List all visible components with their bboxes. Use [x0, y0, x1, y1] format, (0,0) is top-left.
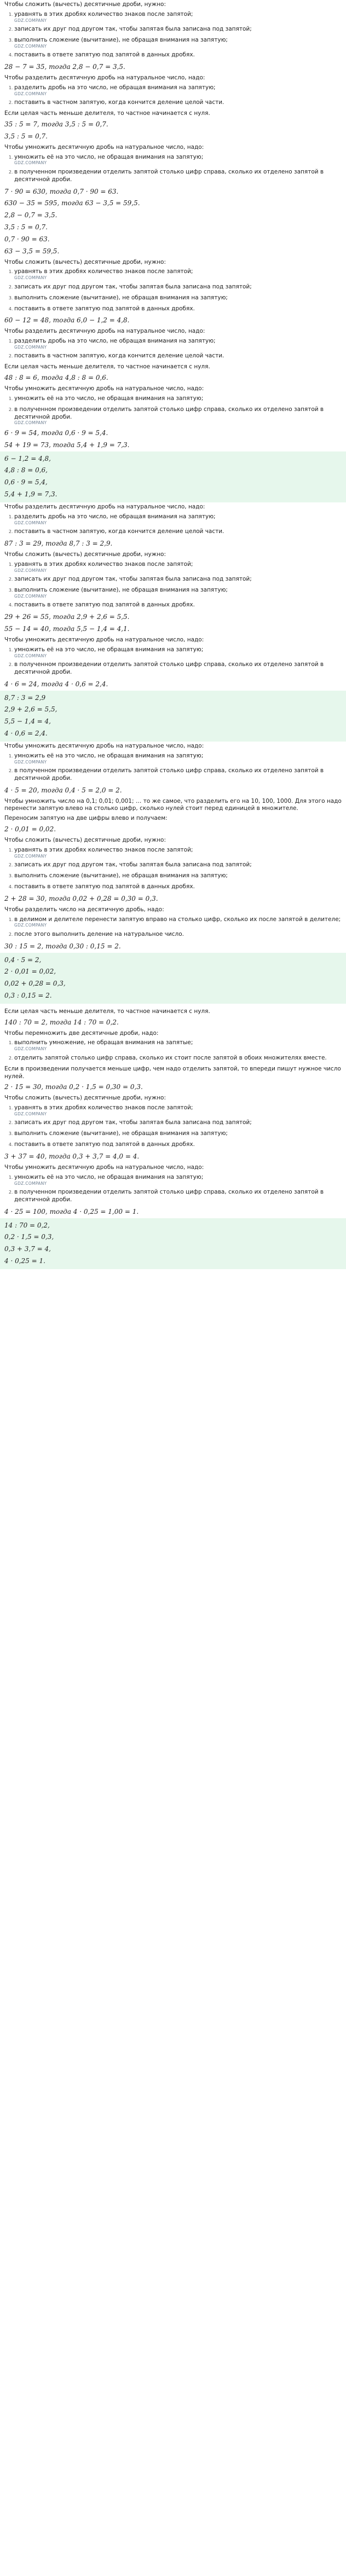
math-line: 3,5 : 5 = 0,7.: [4, 132, 48, 140]
math-line: 0,4 · 5 = 2,: [4, 956, 42, 964]
text-line: Чтобы умножить число на 0,1; 0,01; 0,001; … то же самое, что разделить его на 10, 100, 1000. Для этого надо перенести запятую влево на столько цифр, сколько нулей стоит перед единицей в множителе.: [4, 797, 342, 812]
watermark-text: GDZ.COMPANY: [14, 344, 47, 350]
math-line: 6 − 1,2 = 4,8,: [4, 454, 51, 462]
step-item: 4. поставить в ответе запятую под запятой в данных дробях.: [14, 1140, 342, 1151]
math-line: 5,5 − 1,4 = 4,: [4, 717, 51, 726]
step-item: 2. отделить запятой столько цифр справа, сколько их стоит после запятой в обоих множителях вместе.: [14, 1053, 342, 1064]
steps-list: [4, 1103, 342, 1151]
step-item: 3. выполнить сложение (вычитание), не обращая внимания на запятую;: [14, 1129, 342, 1140]
math-line: 2 · 0,01 = 0,02.: [4, 825, 56, 833]
math-line: 140 : 70 = 2, тогда 14 : 70 = 0,2.: [4, 1018, 119, 1026]
text-line: Чтобы умножить десятичную дробь на натуральное число, надо:: [4, 742, 204, 749]
watermark-text: GDZ.COMPANY: [14, 160, 47, 166]
watermark-text: GDZ.COMPANY: [14, 653, 47, 658]
step-item: 2. в полученном произведении отделить запятой столько цифр справа, сколько их отделено запятой в десятичной дроби.: [14, 167, 342, 186]
steps-list: [4, 337, 342, 362]
math-line: 0,02 + 0,28 = 0,3,: [4, 980, 66, 988]
math-line: 2,9 + 2,6 = 5,5,: [4, 705, 57, 714]
step-item: 4. поставить в ответе запятую под запятой в данных дробях.: [14, 600, 342, 611]
answer-block: [0, 1218, 346, 1269]
step-item: 2. записать их друг под другом так, чтобы запятая была записана под запятой;: [14, 282, 342, 293]
step-item: 2. в полученном произведении отделить запятой столько цифр справа, сколько их отделено запятой в десятичной дроби.: [14, 766, 342, 785]
text-line: Чтобы разделить десятичную дробь на натуральное число, надо:: [4, 328, 205, 335]
text-line: Если целая часть меньше делителя, то частное начинается с нуля.: [4, 110, 210, 117]
step-item: 1. умножить её на это число, не обращая внимания на запятую; GDZ.COMPANY: [14, 751, 342, 766]
math-line: 28 − 7 = 35, тогда 2,8 − 0,7 = 3,5.: [4, 63, 125, 71]
math-line: 5,4 + 1,9 = 7,3.: [4, 490, 57, 499]
math-line: 4 · 25 = 100, тогда 4 · 0,25 = 1,00 = 1.: [4, 1207, 139, 1215]
steps-list: [4, 645, 342, 679]
watermark-text: GDZ.COMPANY: [14, 43, 47, 49]
math-line: 4 · 0,6 = 2,4.: [4, 730, 48, 738]
watermark-text: GDZ.COMPANY: [14, 420, 47, 426]
text-line: Чтобы разделить десятичную дробь на натуральное число, надо:: [4, 503, 205, 510]
text-line: Чтобы умножить десятичную дробь на натуральное число, надо:: [4, 1163, 204, 1171]
math-line: 60 − 12 = 48, тогда 6,0 − 1,2 = 4,8.: [4, 316, 130, 325]
text-line: Чтобы умножить десятичную дробь на натуральное число, надо:: [4, 385, 204, 392]
step-item: 3. выполнить сложение (вычитание), не обращая внимания на запятую; GDZ.COMPANY: [14, 586, 342, 600]
step-item: 4. поставить в ответе запятую под запятой в данных дробях.: [14, 882, 342, 893]
math-line: 87 : 3 = 29, тогда 8,7 : 3 = 2,9.: [4, 540, 113, 547]
math-line: 0,3 : 0,15 = 2.: [4, 992, 52, 1000]
step-item: 1. разделить дробь на это число, не обращая внимания на запятую; GDZ.COMPANY: [14, 337, 342, 351]
step-item: 1. уравнять в этих дробях количество знаков после запятой; GDZ.COMPANY: [14, 846, 342, 860]
steps-list: [4, 394, 342, 427]
step-item: 1. выполнить умножение, не обращая внимания на запятые; GDZ.COMPANY: [14, 1038, 342, 1053]
text-line: Если в произведении получается меньше цифр, чем надо отделить запятой, то впереди пишут нужное число нулей.: [4, 1065, 341, 1080]
math-line: 30 : 15 = 2, тогда 0,30 : 0,15 = 2.: [4, 942, 121, 950]
step-item: 1. разделить дробь на это число, не обращая внимания на запятую; GDZ.COMPANY: [14, 512, 342, 527]
math-line: 630 − 35 = 595, тогда 63 − 3,5 = 59,5.: [4, 199, 140, 207]
watermark-text: GDZ.COMPANY: [14, 1180, 47, 1186]
text-line: Чтобы умножить десятичную дробь на натуральное число, надо:: [4, 143, 204, 150]
step-item: 2. после этого выполнить деление на натуральное число.: [14, 930, 342, 941]
text-line: Чтобы разделить десятичную дробь на натуральное число, надо:: [4, 74, 205, 82]
watermark-text: GDZ.COMPANY: [14, 568, 47, 573]
solution-page: [0, 0, 346, 1269]
steps-list: [4, 83, 342, 109]
text-line: Чтобы умножить десятичную дробь на натуральное число, надо:: [4, 636, 204, 643]
math-line: 3,5 : 5 = 0,7.: [4, 223, 48, 231]
math-line: 14 : 70 = 0,2,: [4, 1221, 50, 1229]
steps-list: [4, 915, 342, 941]
math-line: 35 : 5 = 7, тогда 3,5 : 5 = 0,7.: [4, 120, 108, 129]
step-item: 2. поставить в частном запятую, когда кончится деление целой части.: [14, 527, 342, 538]
text-line: Чтобы сложить (вычесть) десятичные дроби, нужно:: [4, 1095, 166, 1102]
steps-list: [4, 10, 342, 61]
step-item: 1. разделить дробь на это число, не обращая внимания на запятую; GDZ.COMPANY: [14, 83, 342, 98]
watermark-text: GDZ.COMPANY: [14, 18, 47, 23]
math-line: 54 + 19 = 73, тогда 5,4 + 1,9 = 7,3.: [4, 441, 130, 449]
math-line: 2 + 28 = 30, тогда 0,02 + 0,28 = 0,30 = 0,3.: [4, 894, 158, 902]
text-line: Чтобы сложить (вычесть) десятичные дроби, нужно:: [4, 1, 166, 8]
math-line: 6 · 9 = 54, тогда 0,6 · 9 = 5,4.: [4, 429, 108, 437]
steps-list: [4, 560, 342, 611]
math-line: 2 · 0,01 = 0,02,: [4, 968, 56, 976]
step-item: 2. в полученном произведении отделить запятой столько цифр справа, сколько их отделено запятой в десятичной дроби. GDZ.COMPANY: [14, 405, 342, 427]
step-item: 2. в полученном произведении отделить запятой столько цифр справа, сколько их отделено запятой в десятичной дроби.: [14, 1188, 342, 1206]
step-item: 3. выполнить сложение (вычитание), не обращая внимания на запятую; GDZ.COMPANY: [14, 36, 342, 50]
step-item: 1. уравнять в этих дробях количество знаков после запятой; GDZ.COMPANY: [14, 267, 342, 282]
steps-list: [4, 846, 342, 893]
step-item: 1. умножить её на это число, не обращая внимания на запятую;: [14, 394, 342, 405]
math-line: 3 + 37 = 40, тогда 0,3 + 3,7 = 4,0 = 4.: [4, 1152, 140, 1160]
math-line: 2 · 15 = 30, тогда 0,2 · 1,5 = 0,30 = 0,3.: [4, 1083, 143, 1091]
watermark-text: GDZ.COMPANY: [14, 593, 47, 599]
watermark-text: GDZ.COMPANY: [14, 520, 47, 525]
math-line: 48 : 8 = 6, тогда 4,8 : 8 = 0,6.: [4, 374, 108, 382]
text-line: Если целая часть меньше делителя, то частное начинается с нуля.: [4, 1008, 210, 1015]
math-line: 55 − 14 = 40, тогда 5,5 − 1,4 = 4,1.: [4, 624, 130, 633]
step-item: 2. записать их друг под другом так, чтобы запятая была записана под запятой;: [14, 575, 342, 586]
step-item: 2. записать их друг под другом так, чтобы запятая была записана под запятой;: [14, 1118, 342, 1129]
math-line: 0,2 · 1,5 = 0,3,: [4, 1233, 54, 1241]
steps-list: [4, 267, 342, 315]
step-item: 2. записать их друг под другом так, чтобы запятая была записана под запятой;: [14, 25, 342, 36]
math-line: 29 + 26 = 55, тогда 2,9 + 2,6 = 5,5.: [4, 613, 130, 621]
steps-list: [4, 751, 342, 785]
step-item: 1. умножить её на это число, не обращая внимания на запятую; GDZ.COMPANY: [14, 1173, 342, 1188]
text-line: Чтобы сложить (вычесть) десятичные дроби, нужно:: [4, 837, 166, 844]
step-item: 3. выполнить сложение (вычитание), не обращая внимания на запятую;: [14, 871, 342, 882]
watermark-text: GDZ.COMPANY: [14, 275, 47, 281]
text-line: Чтобы разделить число на десятичную дробь, надо:: [4, 906, 164, 913]
steps-list: [4, 1173, 342, 1206]
math-line: 0,6 · 9 = 5,4,: [4, 478, 48, 487]
step-item: 4. поставить в ответе запятую под запятой в данных дробях.: [14, 304, 342, 315]
math-line: 4 · 0,25 = 1.: [4, 1257, 45, 1265]
step-item: 1. уравнять в этих дробях количество знаков после запятой; GDZ.COMPANY: [14, 560, 342, 575]
step-item: 1. уравнять в этих дробях количество знаков после запятой; GDZ.COMPANY: [14, 1103, 342, 1118]
text-line: Если целая часть меньше делителя, то частное начинается с нуля.: [4, 363, 210, 371]
step-item: 3. выполнить сложение (вычитание), не обращая внимания на запятую;: [14, 293, 342, 304]
math-line: 8,7 : 3 = 2,9: [4, 693, 46, 702]
answer-block: [0, 953, 346, 1004]
math-line: 0,3 + 3,7 = 4,: [4, 1245, 51, 1253]
text-line: Чтобы сложить (вычесть) десятичные дроби, нужно:: [4, 258, 166, 265]
math-line: 4,8 : 8 = 0,6,: [4, 466, 48, 474]
text-line: Чтобы перемножить две десятичные дроби, надо:: [4, 1029, 159, 1037]
text-line: Переносим запятую на две цифры влево и получаем:: [4, 815, 168, 822]
step-item: 2. поставить в частном запятую, когда кончится деление целой части.: [14, 351, 342, 362]
math-line: 2,8 − 0,7 = 3,5.: [4, 211, 57, 219]
watermark-text: GDZ.COMPANY: [14, 853, 47, 859]
step-item: 1. уравнять в этих дробях количество знаков после запятой; GDZ.COMPANY: [14, 10, 342, 25]
answer-block: [0, 451, 346, 502]
step-item: 4. поставить в ответе запятую под запятой в данных дробях.: [14, 50, 342, 61]
step-item: 2. записать их друг под другом так, чтобы запятая была записана под запятой;: [14, 860, 342, 871]
math-line: 4 · 5 = 20, тогда 0,4 · 5 = 2,0 = 2.: [4, 786, 122, 794]
steps-list: [4, 512, 342, 538]
step-item: 1. умножить её на это число, не обращая внимания на запятую; GDZ.COMPANY: [14, 153, 342, 167]
math-line: 4 · 6 = 24, тогда 4 · 0,6 = 2,4.: [4, 680, 108, 688]
watermark-text: GDZ.COMPANY: [14, 759, 47, 765]
math-line: 0,7 · 90 = 63.: [4, 235, 50, 243]
step-item: 1. в делимом и делителе перенести запятую вправо на столько цифр, сколько их после запятой в делителе; GDZ.COMPANY: [14, 915, 342, 930]
answer-block: [0, 691, 346, 742]
math-line: 7 · 90 = 630, тогда 0,7 · 90 = 63.: [4, 187, 119, 195]
watermark-text: GDZ.COMPANY: [14, 1111, 47, 1116]
steps-list: [4, 153, 342, 186]
step-item: 1. умножить её на это число, не обращая внимания на запятую; GDZ.COMPANY: [14, 645, 342, 660]
watermark-text: GDZ.COMPANY: [14, 91, 47, 96]
step-item: 2. в полученном произведении отделить запятой столько цифр справа, сколько их отделено запятой в десятичной дроби.: [14, 660, 342, 679]
text-line: Чтобы сложить (вычесть) десятичные дроби, нужно:: [4, 551, 166, 558]
steps-list: [4, 1038, 342, 1064]
watermark-text: GDZ.COMPANY: [14, 1046, 47, 1052]
math-line: 63 − 3,5 = 59,5.: [4, 247, 60, 255]
step-item: 2. поставить в частном запятую, когда кончится деление целой части.: [14, 98, 342, 109]
watermark-text: GDZ.COMPANY: [14, 923, 47, 928]
